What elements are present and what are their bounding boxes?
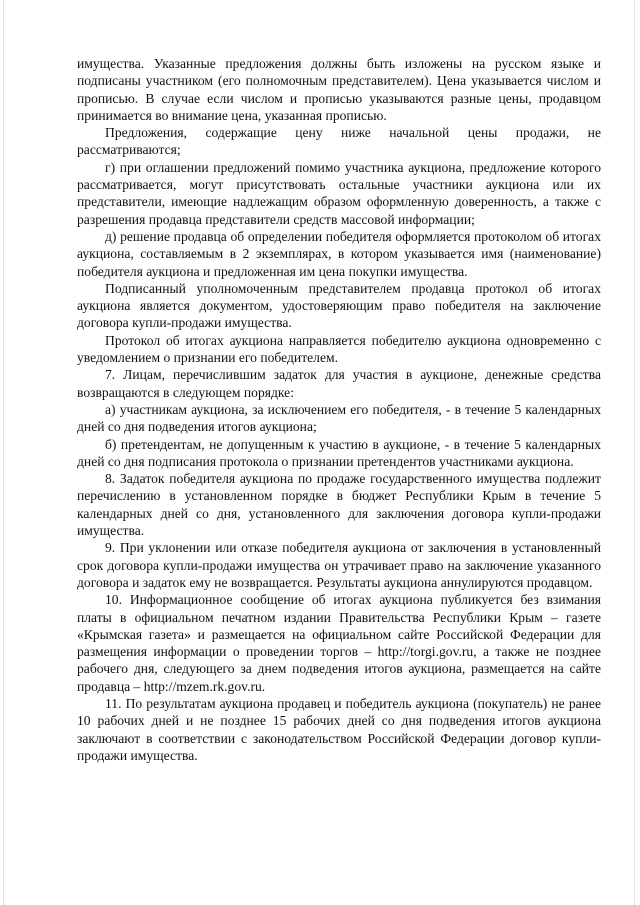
document-body bbox=[77, 55, 601, 764]
paragraph-item-g: г) при оглашении предложений помимо участника аукциона, предложение которого рассматривается, могут присутствовать остальные участники аукциона или их представители, имеющие надлежащим образом оформленную доверенность, а также с разрешения продавца представители средств массовой информации; bbox=[77, 159, 601, 227]
paragraph-continuation: имущества. Указанные предложения должны быть изложены на русском языке и подписаны участником (его полномочным представителем). Цена указывается числом и прописью. В случае если числом и прописью указываются разные цены, продавцом принимается во внимание цена, указанная прописью. bbox=[77, 56, 601, 123]
paragraph-protocol-signed: Подписанный уполномоченным представителем продавца протокол об итогах аукциона является документом, удостоверяющим право победителя на заключение договора купли-продажи имущества. bbox=[77, 280, 601, 331]
paragraph-section-10: 10. Информационное сообщение об итогах аукциона публикуется без взимания платы в официальном печатном издании Правительства Республики Крым – газете «Крымская газета» и размещается на официальном сайте Российской Федерации для размещения информации о проведении торгов – http://torgi.gov.ru, а также не позднее рабочего дня, следующего за днем подведения итогов аукциона, размещается на сайте продавца – http://mzem.rk.gov.ru. bbox=[77, 592, 601, 694]
paragraph-item-b: б) претендентам, не допущенным к участию в аукционе, - в течение 5 календарных дней со дня подписания протокола о признании претендентов участниками аукциона. bbox=[77, 436, 601, 469]
scan-edge-left bbox=[3, 0, 5, 905]
paragraph-protocol-sent: Протокол об итогах аукциона направляется победителю аукциона одновременно с уведомлением о признании его победителем. bbox=[77, 332, 601, 366]
paragraph-section-9: 9. При уклонении или отказе победителя аукциона от заключения в установленный срок договора купли-продажи имущества он утрачивает право на заключение указанного договора и задаток ему не возвращается. Результаты аукциона аннулируются продавцом. bbox=[77, 540, 601, 590]
paragraph-item-a: а) участникам аукциона, за исключением его победителя, - в течение 5 календарных дней со дня подведения итогов аукциона; bbox=[77, 401, 601, 435]
paragraph-section-7: 7. Лицам, перечислившим задаток для участия в аукционе, денежные средства возвращаются в следующем порядке: bbox=[77, 367, 601, 400]
paragraph-section-11: 11. По результатам аукциона продавец и победитель аукциона (покупатель) не ранее 10 рабочих дней и не позднее 15 рабочих дней со дня подведения итогов аукциона заключают в соответствии с законодательством Российской Федерации договор купли-продажи имущества. bbox=[77, 695, 601, 763]
paragraph-item-d: д) решение продавца об определении победителя оформляется протоколом об итогах аукциона, составляемым в 2 экземплярах, в котором указывается имя (наименование) победителя аукциона и предложенная им цена покупки имущества. bbox=[77, 228, 601, 279]
paragraph-price-rule: Предложения, содержащие цену ниже начальной цены продажи, не рассматриваются; bbox=[77, 125, 601, 158]
scan-edge-right bbox=[634, 0, 636, 905]
paragraph-section-8: 8. Задаток победителя аукциона по продаже государственного имущества подлежит перечислению в установленном порядке в бюджет Республики Крым в течение 5 календарных дней со дня, установленного для заключения договора купли-продажи имущества. bbox=[77, 471, 601, 539]
